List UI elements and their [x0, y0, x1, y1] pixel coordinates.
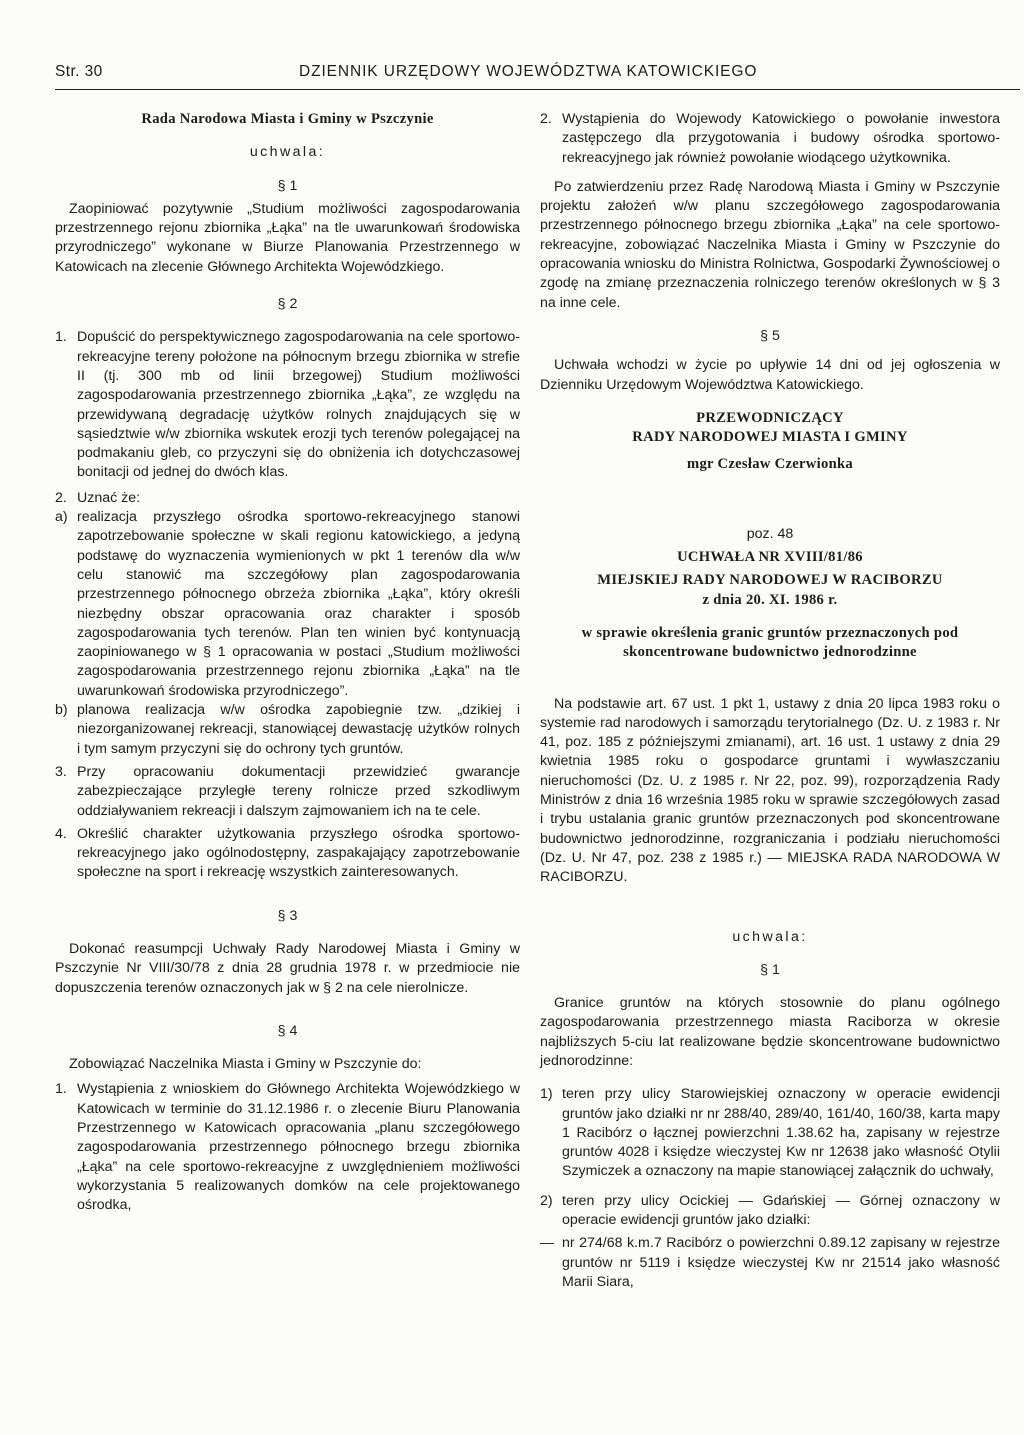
item-number: 2) [540, 1192, 553, 1209]
journal-title: DZIENNIK URZĘDOWY WOJEWÓDZTWA KATOWICKIEGO [299, 63, 758, 80]
item-text: realizacja przyszłego ośrodka sportowo-rekreacyjnego stanowi zapotrzebowanie społeczne w skali regionu katowickiego, a jedyną podstawę do wyznaczenia wymienionych w pkt 1 terenów dla w/w celu stanowić ma szczegółowy plan zagospodarowania przestrzennego północnego obrzeża zbiornika „Łąka”, który określi niezbędny obszar opracowania oraz charakter i sposób zagospodarowania tych terenów. Plan ten winien być kontynuacją zaopiniowanego w § 1 opracowania w postaci „Studium możliwości zagospodarowania przestrzennego rejonu zbiornika „Łąka” na tle uwarunkowań środowiska przyrodniczego”. [77, 509, 520, 699]
resolution-subject-cont: skoncentrowane budownictwo jednorodzinne [623, 644, 917, 661]
item-number: 4. [55, 825, 67, 842]
section-2-mark: § 2 [277, 296, 298, 313]
page-number: Str. 30 [55, 63, 103, 80]
item-text: Przy opracowaniu dokumentacji przewidzieć gwarancje zabezpieczające przyległe tereny rolnicze przed szkodliwym oddziaływaniem rekreacji i dalszym zajmowaniem ich na te cele. [77, 763, 520, 819]
header-rule [55, 89, 1020, 90]
item-text: Dopuścić do perspektywicznego zagospodarowania na cele sportowo-rekreacyjne tereny położone na północnym brzegu zbiornika w strefie II (tj. 300 mb od linii brzegowej) Studium możliwości zagospodarowania przestrzennego zbiornika „Łąka”, ze względu na przewidywaną degradację użytków rolnych znajdujących się w sąsiedztwie w/w zbiornika wskutek erozji tych terenów polegającej na podmakaniu gleb, co przyczyni się do obniżenia ich dotychczasowej bonitacji od jednej do dwóch klas. [77, 329, 520, 481]
item-text: teren przy ulicy Ocickiej — Gdańskiej — Górnej oznaczony w operacie ewidencji gruntów jako działki: [562, 1192, 1000, 1229]
item-text: Określić charakter użytkowania przyszłego ośrodka sportowo-rekreacyjnego jako ogólnodostępny, zaspakajający zapotrzebowanie społeczne na sport i rekreację wszystkich zainteresowanych. [77, 825, 520, 881]
list-item [540, 1234, 1000, 1292]
section-4-intro: Zobowiązać Naczelnika Miasta i Gminy w Pszczynie do: [69, 1056, 422, 1073]
section-1-mark: § 1 [760, 961, 780, 978]
section-3-text: Dokonać reasumpcji Uchwały Rady Narodowej Miasta i Gminy w Pszczynie Nr VIII/30/78 z dnia 28 grudnia 1978 r. w przedmiocie nie dopuszczenia terenów oznaczonych jak w § 2 na cele nierolnicze. [55, 940, 520, 996]
right-column [540, 110, 1000, 1292]
list-item [540, 110, 1000, 168]
section-1-text: Zaopiniować pozytywnie „Studium możliwości zagospodarowania przestrzennego rejonu zbiornika „Łąka” na tle uwarunkowań środowiska przyrodniczego” wykonane w Biurze Planowania Przestrzennego w Katowicach na zlecenie Głównego Architekta Wojewódzkiego. [55, 200, 520, 275]
item-letter: a) [55, 509, 68, 526]
uchwala-label: uchwala: [249, 144, 326, 161]
section-5-mark: § 5 [760, 327, 780, 344]
signature-body: RADY NARODOWEJ MIASTA I GMINY [632, 429, 908, 446]
section-2-list [55, 328, 520, 882]
item-letter: b) [55, 702, 68, 719]
list-item [55, 825, 520, 883]
item-text: Wystąpienia do Wojewody Katowickiego o powołanie inwestora zastępczego dla przygotowania i budowy ośrodka sportowo-rekreacyjnego jak również powołanie wiodącego użytkownika. [562, 111, 1000, 166]
list-item [55, 508, 520, 701]
item-text: nr 274/68 k.m.7 Racibórz o powierzchni 0.89.12 zapisany w rejestrze gruntów nr 5119 i księdze wieczystej Kw nr 21514 jako własność Marii Siara, [562, 1235, 1000, 1290]
council-heading: Rada Narodowa Miasta i Gminy w Pszczynie [141, 111, 434, 127]
resolution-subject: w sprawie określenia granic gruntów przeznaczonych pod [581, 624, 959, 641]
legal-basis: Na podstawie art. 67 ust. 1 pkt 1, ustawy z dnia 20 lipca 1983 roku o systemie rad narodowych i samorządu terytorialnego (Dz. U. z 1983 r. Nr 41, poz. 185 z późniejszymi zmianami), art. 16 ust. 1 ustawy z dnia 29 kwietnia 1985 roku o gospodarce gruntami i wywłaszczaniu nieruchomości (Dz. U. z 1985 r. Nr 22, poz. 99), rozporządzenia Rady Ministrów z dnia 16 września 1985 roku w sprawie szczegółowych zasad i trybu ustalania granic gruntów przeznaczonych pod skoncentrowane budownictwo jednorodzinne, rozgraniczania i podziału nieruchomości (Dz. U. Nr 47, poz. 238 z 1985 r.) — MIEJSKA RADA NARODOWA W RACIBORZU. [540, 695, 1000, 886]
section-4-mark: § 4 [277, 1022, 298, 1039]
list-item [540, 1192, 1000, 1231]
item-number: 3. [55, 763, 67, 780]
list-item [55, 328, 520, 482]
list-item [540, 1085, 1000, 1181]
left-column [55, 110, 520, 1216]
item-number: 2. [55, 489, 67, 506]
resolution-issuer: MIEJSKIEJ RADY NARODOWEJ W RACIBORZU [597, 572, 943, 589]
section-3-mark: § 3 [277, 907, 298, 924]
item-number: 1. [55, 329, 67, 346]
list-item [55, 701, 520, 759]
uchwala-label: uchwala: [732, 928, 808, 945]
signature-name: mgr Czesław Czerwionka [686, 456, 854, 473]
list-item [55, 763, 520, 821]
section-1-text: Granice gruntów na których stosownie do planu ogólnego zagospodarowania przestrzennego miasta Raciborza w okresie najbliższych 5-ciu lat realizowane będzie skoncentrowane budownictwo jednorodzinne: [540, 995, 1000, 1069]
item-text: Wystąpienia z wnioskiem do Głównego Architekta Wojewódzkiego w Katowicach w terminie do 31.12.1986 r. o zlecenie Biuru Planowania Przestrzennego w Katowicach opracowania „planu szczegółowego zagospodarowania przestrzennego północnego brzegu zbiornika „Łąka” na cele sportowo-rekreacyjne z uwzględnieniem możliwości wykorzystania 5 realizowanych domków na cele projektowanego ośrodka, [77, 1081, 520, 1214]
section-4-paragraph: Po zatwierdzeniu przez Radę Narodową Miasta i Gminy w Pszczynie projektu założeń w/w planu szczegółowego zagospodarowania przestrzennego północnego brzegu zbiornika „Łąka” na cele sportowo-rekreacyjne, zobowiązać Naczelnika Miasta i Gminy w Pszczynie do opracowania wniosku do Ministra Rolnictwa, Gospodarki Żywnościowej o zgodę na zmianę przeznaczenia rolniczego terenów określonych w § 3 na inne cele. [540, 178, 1000, 311]
resolution-number: UCHWAŁA NR XVIII/81/86 [677, 549, 863, 566]
item-number: 1) [540, 1086, 553, 1103]
section-5-text: Uchwała wchodzi w życie po upływie 14 dni od jej ogłoszenia w Dzienniku Urzędowym Województwa Katowickiego. [540, 357, 1000, 393]
resolution-date: z dnia 20. XI. 1986 r. [702, 591, 838, 608]
list-item [55, 1080, 520, 1215]
section-1-mark: § 1 [277, 177, 298, 194]
list-item [55, 489, 520, 508]
item-dash: — [540, 1235, 555, 1252]
position-number: poz. 48 [746, 525, 794, 542]
item-text: teren przy ulicy Starowiejskiej oznaczony w operacie ewidencji gruntów jako działki nr nr 288/40, 289/40, 161/40, 160/38, karta mapy 1 Racibórz o łącznej powierzchni 1.38.62 ha, zapisany w rejestrze gruntów 4028 i księdze wieczystej Kw nr 12638 jako własność Otylii Szymiczek a oznaczony na mapie stanowiącej załącznik do uchwały, [562, 1086, 1000, 1180]
item-text: Uznać że: [77, 489, 141, 506]
item-number: 1. [55, 1081, 67, 1098]
item-text: planowa realizacja w/w ośrodka zapobiegnie tzw. „dzikiej i niezorganizowanej rekreacji, stanowiącej dewastację użytków rolnych i tym samym przyczyni się do ochrony tych gruntów. [77, 702, 520, 757]
item-number: 2. [540, 111, 552, 127]
signature-title: PRZEWODNICZĄCY [696, 409, 844, 426]
